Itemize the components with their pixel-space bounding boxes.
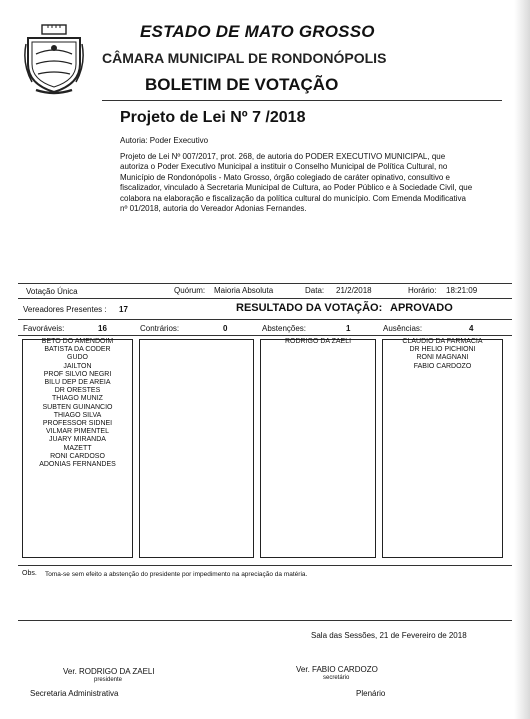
favor-name: BILU DEP DE AREIA (44, 379, 111, 387)
favor-name: SUBTEN GUINANCIO (42, 403, 113, 411)
date-value: 21/2/2018 (336, 286, 372, 295)
secretaria-label: Secretaria Administrativa (30, 689, 119, 698)
aus-name: DR HELIO PICHIONI (409, 346, 476, 354)
signature-president-name: Ver. RODRIGO DA ZAELI (63, 667, 155, 676)
favor-count: 16 (98, 324, 107, 333)
favor-name: JAILTON (63, 362, 92, 370)
obs-bottom-divider (18, 620, 512, 621)
favor-name: VILMAR PIMENTEL (45, 428, 109, 436)
favor-name: THIAGO SILVA (53, 411, 102, 419)
project-summary: Projeto de Lei Nº 007/2017, prot. 268, de autoria do PODER EXECUTIVO MUNICIPAL, que autoriza o Poder Executivo Municipal a instituir o Conselho Municipal de Política Cultural, no Município de Rondonópolis - Mato Grosso, órgão colegiado de caráter opinativo, consultivo e fiscalizador, vinculado à Secretaria Municipal de Cultura, ao Poder Público e à Sociedade Civil, que colabora na elaboração e fiscalização da política cultural do município. Com Emenda Modificativa nº 01/2018, autoria do Vereador Adonias Fernandes. (120, 152, 473, 214)
chamber-title: CÂMARA MUNICIPAL DE RONDONÓPOLIS (102, 50, 387, 66)
favor-name: BETO DO AMENDOIM (41, 338, 114, 345)
project-authorship: Autoria: Poder Executivo (120, 136, 209, 145)
contra-label: Contrários: (140, 324, 180, 333)
favor-names-list (22, 338, 133, 469)
aus-name: RONI MAGNANI (416, 354, 469, 362)
aus-names-list (382, 338, 503, 371)
time-value: 18:21:09 (446, 286, 478, 295)
favor-name: PROFESSOR SIDNEI (42, 420, 113, 428)
favor-name: DR ORESTES (54, 387, 101, 395)
abst-count: 1 (346, 324, 351, 333)
favor-label: Favoráveis: (23, 324, 65, 333)
contra-count: 0 (223, 324, 228, 333)
favor-name: JUARY MIRANDA (49, 436, 106, 444)
place-date: Sala das Sessões, 21 de Fevereiro de 2018 (311, 631, 467, 640)
favor-name: PROF SILVIO NEGRI (43, 370, 112, 378)
aus-name: FABIO CARDOZO (413, 362, 472, 370)
vote-top-divider (18, 283, 512, 284)
state-title: ESTADO DE MATO GROSSO (140, 22, 375, 41)
favor-name: RONI CARDOSO (50, 452, 105, 460)
present-label: Vereadores Presentes : (23, 305, 107, 314)
favor-name: ADONIAS FERNANDES (39, 461, 116, 469)
vote-type: Votação Única (26, 287, 78, 296)
favor-name: MAZETT (63, 444, 92, 452)
aus-count: 4 (469, 324, 474, 333)
date-label: Data: (305, 286, 325, 295)
signature-secretary-role: secretário (323, 675, 350, 681)
header-divider (102, 100, 502, 101)
abst-box (260, 339, 376, 558)
abst-label: Abstenções: (262, 324, 307, 333)
obs-text: Toma-se sem efeito a abstenção do presidente por impedimento na apreciação da matéria. (45, 571, 308, 578)
column-header-divider (18, 335, 512, 336)
obs-label: Obs. (22, 570, 37, 577)
aus-label: Ausências: (383, 324, 423, 333)
signature-president-role: presidente (94, 677, 123, 683)
coat-of-arms-logo (22, 24, 86, 96)
project-title: Projeto de Lei Nº 7 /2018 (120, 109, 306, 126)
obs-top-divider (18, 565, 512, 566)
result-value: APROVADO (390, 302, 453, 314)
signature-secretary-name: Ver. FABIO CARDOZO (296, 665, 378, 674)
aus-name: CLAUDIO DA FARMACIA (402, 338, 483, 345)
result-label: RESULTADO DA VOTAÇÃO: (236, 302, 383, 314)
result-divider (18, 319, 512, 320)
time-label: Horário: (408, 286, 437, 295)
quorum-label: Quórum: (174, 286, 206, 295)
favor-name: BATISTA DA CODER (44, 346, 111, 354)
favor-name: THIAGO MUNIZ (52, 395, 103, 403)
vote-info-divider (18, 298, 512, 299)
document-title: BOLETIM DE VOTAÇÃO (145, 75, 339, 94)
plenario-label: Plenário (356, 689, 386, 698)
present-count: 17 (119, 305, 128, 314)
abst-names-list (260, 338, 376, 346)
contra-box (139, 339, 254, 558)
quorum-value: Maioria Absoluta (214, 286, 274, 295)
favor-name: GUDO (67, 354, 88, 362)
aus-box (382, 339, 503, 558)
abst-name: RODRIGO DA ZAELI (284, 338, 352, 345)
page-edge-shadow (514, 0, 530, 719)
